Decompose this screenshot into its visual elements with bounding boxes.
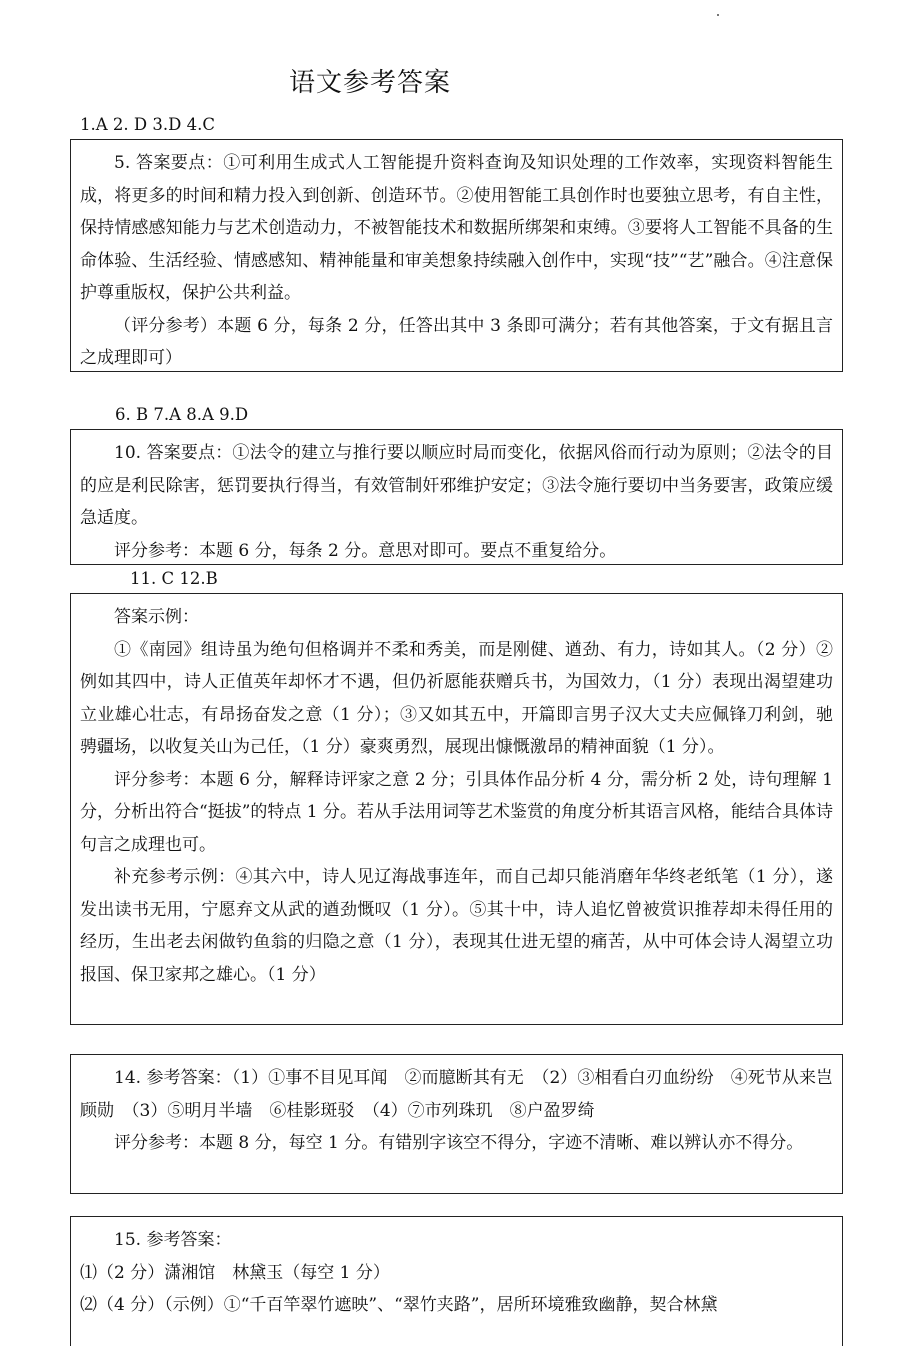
answer-5-scoring: （评分参考）本题 6 分，每条 2 分，任答出其中 3 条即可满分；若有其他答案，于文有据且言之成理即可）: [80, 315, 833, 368]
answer-13-text: ①《南园》组诗虽为绝句但格调并不柔和秀美，而是刚健、遒劲、有力，诗如其人。（2 分）②例如其四中，诗人正值英年却怀才不遇，但仍祈愿能获赠兵书，为国效力，（1 分）表现出渴望建功立业雄心壮志，有昂扬奋发之意（1 分）；③又如其五中，开篇即言男子汉大丈夫应佩锋刀利剑，驰骋疆场，以收复关山为己任，（1 分）豪爽勇烈，展现出慷慨激昂的精神面貌（1 分）。: [80, 639, 833, 757]
page-title: 语文参考答案: [288, 68, 451, 98]
answers-11-12: 11. C 12.B: [130, 569, 218, 588]
answer-box-13: [70, 593, 843, 1025]
answer-5-text: 5. 答案要点：①可利用生成式人工智能提升资料查询及知识处理的工作效率，实现资料智能生成，将更多的时间和精力投入到创新、创造环节。②使用智能工具创作时也要独立思考，有自主性，保持情感感知能力与艺术创造动力，不被智能技术和数据所绑架和束缚。③要将人工智能不具备的生命体验、生活经验、情感感知、精神能量和审美想象持续融入创作中，实现“技”“艺”融合。④注意保护尊重版权，保护公共利益。: [80, 153, 833, 303]
answer-15-item-2: ⑵（4 分）（示例）①“千百竿翠竹遮映”、“翠竹夹路”，居所环境雅致幽静，契合林黛: [80, 1295, 718, 1315]
answer-13-supplement: 补充参考示例：④其六中，诗人见辽海战事连年，而自己却只能消磨年华终老纸笔（1 分），遂发出读书无用，宁愿弃文从武的遒劲慨叹（1 分）。⑤其十中，诗人追忆曾被赏识推荐却未得任用的经历，生出老去闲做钓鱼翁的归隐之意（1 分），表现其仕进无望的痛苦，从中可体会诗人渴望立功报国、保卫家邦之雄心。（1 分）: [80, 867, 833, 985]
answer-14-text: 14. 参考答案：（1）①事不目见耳闻 ②而臆断其有无 （2）③相看白刃血纷纷 ④死节从来岂顾勋 （3）⑤明月半墙 ⑥桂影斑驳 （4）⑦市列珠玑 ⑧户盈罗绮: [80, 1068, 833, 1121]
answer-10-text: 10. 答案要点：①法令的建立与推行要以顺应时局而变化，依据风俗而行动为原则；②法令的目的应是利民除害，惩罚要执行得当，有效管制奸邪维护安定；③法令施行要切中当务要害，政策应缓急适度。: [80, 443, 833, 528]
answer-box-10: [70, 429, 843, 565]
answer-14-scoring: 评分参考：本题 8 分，每空 1 分。有错别字该空不得分，字迹不清晰、难以辨认亦不得分。: [114, 1133, 804, 1153]
answers-6-9: 6. B 7.A 8.A 9.D: [115, 405, 249, 424]
answer-13-heading: 答案示例：: [114, 607, 199, 627]
answer-15-item-1: ⑴（2 分）潇湘馆 林黛玉（每空 1 分）: [80, 1262, 390, 1283]
answer-10-scoring: 评分参考：本题 6 分，每条 2 分。意思对即可。要点不重复给分。: [114, 540, 617, 561]
answer-15-heading: 15. 参考答案：: [114, 1230, 232, 1250]
answer-box-14: [70, 1054, 843, 1194]
scan-speck: [717, 14, 719, 16]
answer-box-15: [70, 1216, 843, 1346]
answer-box-5: [70, 139, 843, 372]
answers-1-4: 1.A 2. D 3.D 4.C: [80, 115, 215, 134]
answer-13-scoring: 评分参考：本题 6 分，解释诗评家之意 2 分；引具体作品分析 4 分，需分析 2 处，诗句理解 1 分，分析出符合“挺拔”的特点 1 分。若从手法用词等艺术鉴赏的角度分析其语言风格，能结合具体诗句言之成理也可。: [80, 769, 834, 855]
